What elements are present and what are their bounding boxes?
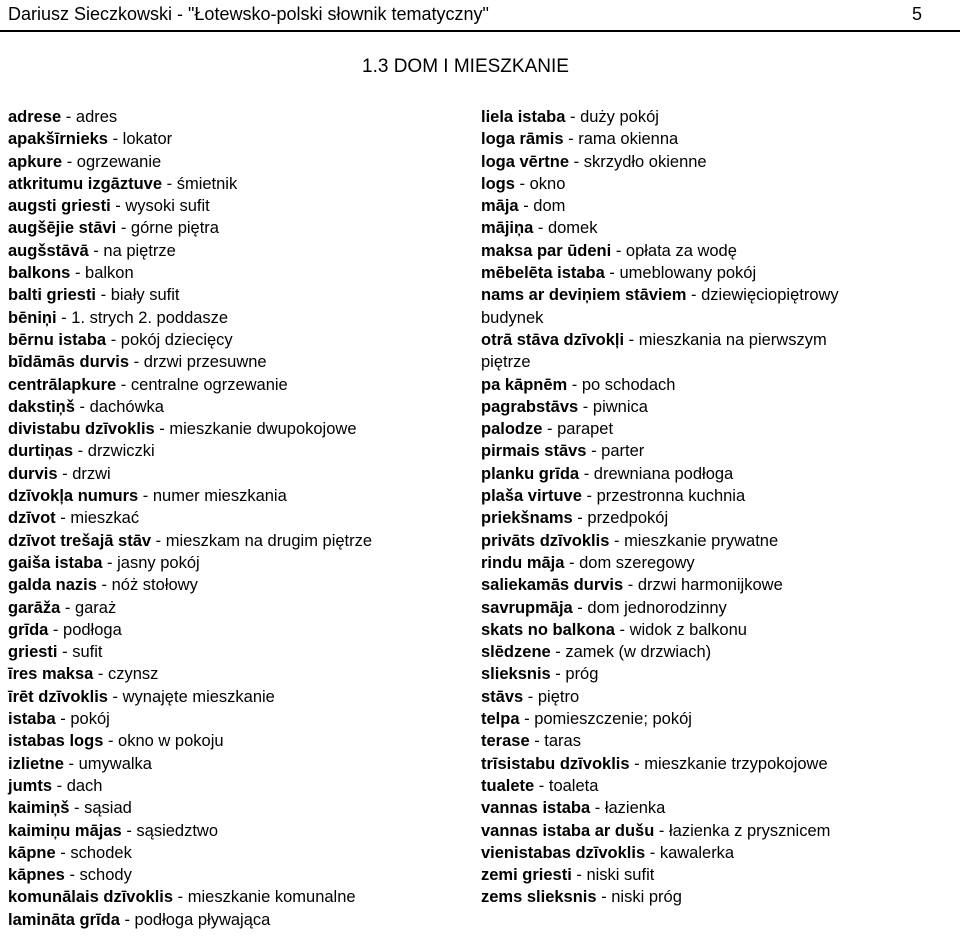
entry-translation: pokój	[70, 710, 110, 729]
entry-term: zemi griesti	[481, 866, 572, 885]
dictionary-entry: slēdzene - zamek (w drzwiach)	[481, 643, 712, 662]
entry-translation: adres	[75, 108, 118, 126]
entry-term: savrupmāja	[481, 598, 573, 617]
entry-translation: pomieszczenie; pokój	[534, 710, 692, 729]
entry-translation: ogrzewanie	[76, 152, 162, 171]
entry-term: augšējie stāvi	[8, 219, 117, 238]
entry-term: planku grīda	[481, 464, 580, 483]
entry-translation: po schodach	[581, 375, 676, 394]
entry-translation: domek	[547, 219, 598, 238]
dictionary-entry: pa kāpnēm - po schodach	[481, 375, 676, 394]
entry-translation: kawalerka	[659, 843, 735, 862]
section-title: 1.3 DOM I MIESZKANIE	[362, 56, 569, 77]
entry-term: kāpne	[8, 843, 56, 862]
entry-term: pirmais stāvs	[481, 442, 587, 461]
entry-term: garāža	[8, 598, 61, 617]
entry-translation: toaleta	[548, 776, 599, 795]
entry-term: telpa	[481, 710, 520, 729]
entry-term: balti griesti	[8, 286, 97, 305]
dictionary-entry: durtiņas - drzwiczki	[8, 442, 155, 461]
entry-term: rindu māja	[481, 553, 565, 572]
entry-translation: próg	[565, 665, 599, 684]
entry-translation: rama okienna	[578, 130, 679, 149]
dictionary-entry: vannas istaba ar dušu - łazienka z prysznicem	[481, 821, 831, 840]
dictionary-entry: mēbelēta istaba - umeblowany pokój	[481, 264, 757, 283]
entry-translation: czynsz	[108, 665, 159, 684]
entry-term: divistabu dzīvoklis	[8, 420, 155, 439]
dictionary-entry: stāvs - piętro	[481, 687, 580, 706]
entry-translation: opłata za wodę	[625, 241, 737, 260]
entry-term: bēniņi	[8, 308, 57, 327]
dictionary-entry: īrēt dzīvoklis - wynajęte mieszkanie	[8, 687, 275, 706]
dictionary-entry: saliekamās durvis - drzwi harmonijkowe	[481, 576, 783, 595]
entry-term: dakstiņš	[8, 397, 75, 416]
entry-translation: mieszkanie trzypokojowe	[644, 754, 828, 773]
entry-translation: wynajęte mieszkanie	[122, 687, 275, 706]
entry-term: tualete	[481, 776, 535, 795]
entry-translation-continuation: budynek	[481, 308, 544, 327]
entry-term: saliekamās durvis	[481, 576, 624, 595]
document-title: Dariusz Sieczkowski - "Łotewsko-polski słownik tematyczny"	[8, 4, 489, 24]
dictionary-entry: komunālais dzīvoklis - mieszkanie komunalne	[8, 888, 356, 907]
entry-term: gaiša istaba	[8, 553, 103, 572]
entry-translation: śmietnik	[176, 174, 238, 193]
entry-term: plaša virtuve	[481, 487, 582, 506]
dictionary-entry: terase - taras	[481, 732, 581, 751]
entry-term: durvis	[8, 464, 58, 483]
dictionary-entry: nams ar deviņiem stāviem - dziewięciopiętrowy budynek	[481, 284, 956, 329]
dictionary-entry: palodze - parapet	[481, 420, 614, 439]
dictionary-entry: zems slieksnis - niski próg	[481, 888, 682, 907]
dictionary-entry: atkritumu izgāztuve - śmietnik	[8, 174, 238, 193]
entry-translation: drzwi	[72, 464, 111, 483]
entry-term: pagrabstāvs	[481, 397, 579, 416]
entry-term: loga rāmis	[481, 130, 564, 149]
entry-translation: piętro	[537, 687, 580, 706]
entry-term: otrā stāva dzīvokļi	[481, 330, 625, 349]
entry-term: zems slieksnis	[481, 888, 597, 907]
dictionary-entry: dzīvot - mieszkać	[8, 509, 140, 528]
dictionary-entry: apakšīrnieks - lokator	[8, 130, 173, 149]
entry-translation: dom jednorodzinny	[587, 598, 727, 617]
dictionary-entry: kāpne - schodek	[8, 843, 132, 862]
entry-translation: górne piętra	[130, 219, 219, 238]
dictionary-entry: durvis - drzwi	[8, 464, 111, 483]
entry-term: terase	[481, 732, 530, 751]
entry-translation: drewniana podłoga	[593, 464, 734, 483]
entry-term: pa kāpnēm	[481, 375, 568, 394]
entry-term: galda nazis	[8, 576, 97, 595]
entry-translation: pokój dziecięcy	[120, 330, 233, 349]
dictionary-entry: priekšnams - przedpokój	[481, 509, 669, 528]
dictionary-entry: lamināta grīda - podłoga pływająca	[8, 910, 271, 929]
dictionary-entry: logs - okno	[481, 174, 566, 193]
entry-translation: umywalka	[78, 754, 152, 773]
entry-translation: zamek (w drzwiach)	[565, 643, 712, 662]
entry-term: stāvs	[481, 687, 524, 706]
page-header	[8, 4, 922, 32]
entry-term: griesti	[8, 643, 58, 662]
entry-translation: łazienka	[604, 799, 666, 818]
entry-translation: centralne ogrzewanie	[130, 375, 288, 394]
entry-translation: sąsiedztwo	[136, 821, 219, 840]
dictionary-entry: kāpnes - schody	[8, 866, 132, 885]
entry-term: kāpnes	[8, 866, 65, 885]
entry-term: trīsistabu dzīvoklis	[481, 754, 630, 773]
entry-translation: na piętrze	[103, 241, 176, 260]
entry-translation: mieszkać	[70, 509, 140, 528]
dictionary-entry: bērnu istaba - pokój dziecięcy	[8, 330, 233, 349]
entry-term: mājiņa	[481, 219, 534, 238]
dictionary-entry: gaiša istaba - jasny pokój	[8, 553, 200, 572]
dictionary-entry: istaba - pokój	[8, 710, 110, 729]
entry-translation: taras	[544, 732, 581, 751]
entry-term: bērnu istaba	[8, 330, 107, 349]
entry-translation: okno w pokoju	[118, 732, 224, 751]
entry-translation: balkon	[85, 264, 134, 283]
entry-term: logs	[481, 174, 515, 193]
entry-translation: okno	[529, 174, 566, 193]
entry-translation: wysoki sufit	[125, 197, 210, 216]
entry-term: augsti griesti	[8, 197, 111, 216]
dictionary-entry: kaimiņu mājas - sąsiedztwo	[8, 821, 219, 840]
entry-translation: dachówka	[89, 397, 164, 416]
entry-term: īrēt dzīvoklis	[8, 687, 108, 706]
entry-translation: garaż	[74, 598, 117, 617]
entry-translation: biały sufit	[110, 286, 180, 305]
entry-translation: lokator	[122, 130, 173, 149]
entry-translation: dziewięciopiętrowy	[701, 286, 839, 305]
entry-term: istabas logs	[8, 732, 104, 751]
dictionary-entry: galda nazis - nóż stołowy	[8, 576, 198, 595]
entry-translation: sufit	[72, 643, 103, 662]
entry-term: maksa par ūdeni	[481, 241, 612, 260]
entry-term: dzīvot	[8, 509, 56, 528]
dictionary-entry: māja - dom	[481, 197, 566, 216]
dictionary-entry: divistabu dzīvoklis - mieszkanie dwupokojowe	[8, 420, 357, 439]
dictionary-entry: jumts - dach	[8, 776, 103, 795]
dictionary-entry: loga vērtne - skrzydło okienne	[481, 152, 707, 171]
dictionary-entry: pagrabstāvs - piwnica	[481, 397, 648, 416]
page-number: 5	[911, 4, 922, 24]
entry-translation: mieszkam na drugim piętrze	[165, 531, 373, 550]
dictionary-entry: adrese - adres	[8, 108, 118, 126]
dictionary-entry: zemi griesti - niski sufit	[481, 866, 655, 885]
entry-term: durtiņas	[8, 442, 74, 461]
entry-translation: widok z balkonu	[629, 620, 747, 639]
dictionary-entry: savrupmāja - dom jednorodzinny	[481, 598, 727, 617]
dictionary-entry: rindu māja - dom szeregowy	[481, 553, 695, 572]
entry-translation: podłoga pływająca	[134, 910, 271, 929]
entry-translation: niski sufit	[586, 866, 655, 885]
dictionary-entry: mājiņa - domek	[481, 219, 598, 238]
entry-translation: schody	[79, 866, 132, 885]
entry-translation: dach	[66, 776, 103, 795]
dictionary-entry: dzīvokļa numurs - numer mieszkania	[8, 487, 287, 506]
dictionary-entry: privāts dzīvoklis - mieszkanie prywatne	[481, 531, 779, 550]
dictionary-entry: garāža - garaż	[8, 598, 117, 617]
entry-term: vannas istaba ar dušu	[481, 821, 655, 840]
entry-translation: duży pokój	[580, 108, 659, 126]
dictionary-entry: dzīvot trešajā stāv - mieszkam na drugim piętrze	[8, 531, 373, 550]
entry-term: loga vērtne	[481, 152, 570, 171]
entry-translation: parapet	[557, 420, 614, 439]
entry-translation: umeblowany pokój	[619, 264, 757, 283]
entry-term: balkons	[8, 264, 71, 283]
dictionary-entry: augšstāvā - na piętrze	[8, 241, 176, 260]
entry-translation: dom szeregowy	[579, 553, 695, 572]
entry-translation: drzwi harmonijkowe	[637, 576, 783, 595]
dictionary-entry: centrālapkure - centralne ogrzewanie	[8, 375, 288, 394]
entry-translation: numer mieszkania	[152, 487, 287, 506]
dictionary-entry: planku grīda - drewniana podłoga	[481, 464, 734, 483]
entry-term: privāts dzīvoklis	[481, 531, 610, 550]
dictionary-entry: loga rāmis - rama okienna	[481, 130, 679, 149]
dictionary-entry: vannas istaba - łazienka	[481, 799, 666, 818]
entry-translation: parter	[601, 442, 645, 461]
dictionary-entry: tualete - toaleta	[481, 776, 599, 795]
entry-term: centrālapkure	[8, 375, 117, 394]
entry-term: dzīvokļa numurs	[8, 487, 139, 506]
entry-term: dzīvot trešajā stāv	[8, 531, 152, 550]
entry-translation: przestronna kuchnia	[596, 487, 746, 506]
entry-term: kaimiņš	[8, 799, 70, 818]
entry-term: istaba	[8, 710, 56, 729]
dictionary-entry: bīdāmās durvis - drzwi przesuwne	[8, 353, 267, 372]
dictionary-entry: liela istaba - duży pokój	[481, 108, 659, 126]
entry-translation: dom	[533, 197, 566, 216]
dictionary-entry: īres maksa - czynsz	[8, 665, 159, 684]
entry-term: liela istaba	[481, 108, 566, 126]
entry-translation: niski próg	[611, 888, 682, 907]
dictionary-entry: telpa - pomieszczenie; pokój	[481, 710, 692, 729]
entry-term: adrese	[8, 108, 62, 126]
dictionary-entry: skats no balkona - widok z balkonu	[481, 620, 747, 639]
entry-translation: mieszkanie komunalne	[187, 888, 356, 907]
entry-term: vannas istaba	[481, 799, 591, 818]
dictionary-entry: kaimiņš - sąsiad	[8, 799, 132, 818]
right-entry-column	[481, 106, 956, 909]
dictionary-entry: vienistabas dzīvoklis - kawalerka	[481, 843, 735, 862]
dictionary-entry: augšējie stāvi - górne piętra	[8, 219, 219, 238]
dictionary-entry: augsti griesti - wysoki sufit	[8, 197, 210, 216]
entry-term: skats no balkona	[481, 620, 615, 639]
entry-term: atkritumu izgāztuve	[8, 174, 163, 193]
entry-term: jumts	[8, 776, 53, 795]
dictionary-entry: slieksnis - próg	[481, 665, 599, 684]
entry-translation: mieszkanie dwupokojowe	[169, 420, 357, 439]
entry-translation: drzwiczki	[87, 442, 155, 461]
entry-translation: piwnica	[592, 397, 648, 416]
entry-term: grīda	[8, 620, 49, 639]
entry-translation: drzwi przesuwne	[143, 353, 267, 372]
entry-translation: skrzydło okienne	[583, 152, 707, 171]
entry-translation: nóż stołowy	[111, 576, 198, 595]
entry-translation: przedpokój	[587, 509, 669, 528]
entry-term: komunālais dzīvoklis	[8, 888, 174, 907]
dictionary-entry: dakstiņš - dachówka	[8, 397, 164, 416]
dictionary-entry: istabas logs - okno w pokoju	[8, 732, 224, 751]
entry-term: palodze	[481, 420, 543, 439]
entry-translation: sąsiad	[84, 799, 132, 818]
dictionary-entry: balti griesti - biały sufit	[8, 286, 180, 305]
entry-translation: łazienka z prysznicem	[669, 821, 831, 840]
entry-term: priekšnams	[481, 509, 573, 528]
entry-term: apakšīrnieks	[8, 130, 108, 149]
dictionary-entry: plaša virtuve - przestronna kuchnia	[481, 487, 746, 506]
dictionary-entry: balkons - balkon	[8, 264, 134, 283]
entry-term: apkure	[8, 152, 63, 171]
entry-term: lamināta grīda	[8, 910, 120, 929]
entry-term: slieksnis	[481, 665, 551, 684]
entry-term: augšstāvā	[8, 241, 89, 260]
entry-translation-continuation: piętrze	[481, 353, 531, 372]
entry-term: izlietne	[8, 754, 64, 773]
dictionary-entry: pirmais stāvs - parter	[481, 442, 645, 461]
entry-term: bīdāmās durvis	[8, 353, 130, 372]
entry-translation: mieszkanie prywatne	[624, 531, 779, 550]
dictionary-entry: otrā stāva dzīvokļi - mieszkania na pierwszym piętrze	[481, 329, 956, 374]
entry-term: māja	[481, 197, 519, 216]
entry-term: mēbelēta istaba	[481, 264, 605, 283]
entry-translation: 1. strych 2. poddasze	[71, 308, 229, 327]
entry-term: vienistabas dzīvoklis	[481, 843, 646, 862]
entry-translation: schodek	[70, 843, 132, 862]
header-divider	[0, 30, 960, 32]
dictionary-entry: griesti - sufit	[8, 643, 103, 662]
entry-translation: jasny pokój	[117, 553, 200, 572]
entry-term: nams ar deviņiem stāviem	[481, 286, 687, 305]
dictionary-entry: trīsistabu dzīvoklis - mieszkanie trzypokojowe	[481, 754, 828, 773]
dictionary-entry: bēniņi - 1. strych 2. poddasze	[8, 308, 229, 327]
entry-term: īres maksa	[8, 665, 94, 684]
entry-term: slēdzene	[481, 643, 551, 662]
entry-translation: podłoga	[63, 620, 122, 639]
dictionary-entry: izlietne - umywalka	[8, 754, 152, 773]
dictionary-entry: maksa par ūdeni - opłata za wodę	[481, 241, 737, 260]
entry-term: kaimiņu mājas	[8, 821, 122, 840]
left-entry-column	[8, 106, 468, 931]
dictionary-entry: grīda - podłoga	[8, 620, 122, 639]
dictionary-entry: apkure - ogrzewanie	[8, 152, 162, 171]
entry-translation: mieszkania na pierwszym	[638, 330, 827, 349]
